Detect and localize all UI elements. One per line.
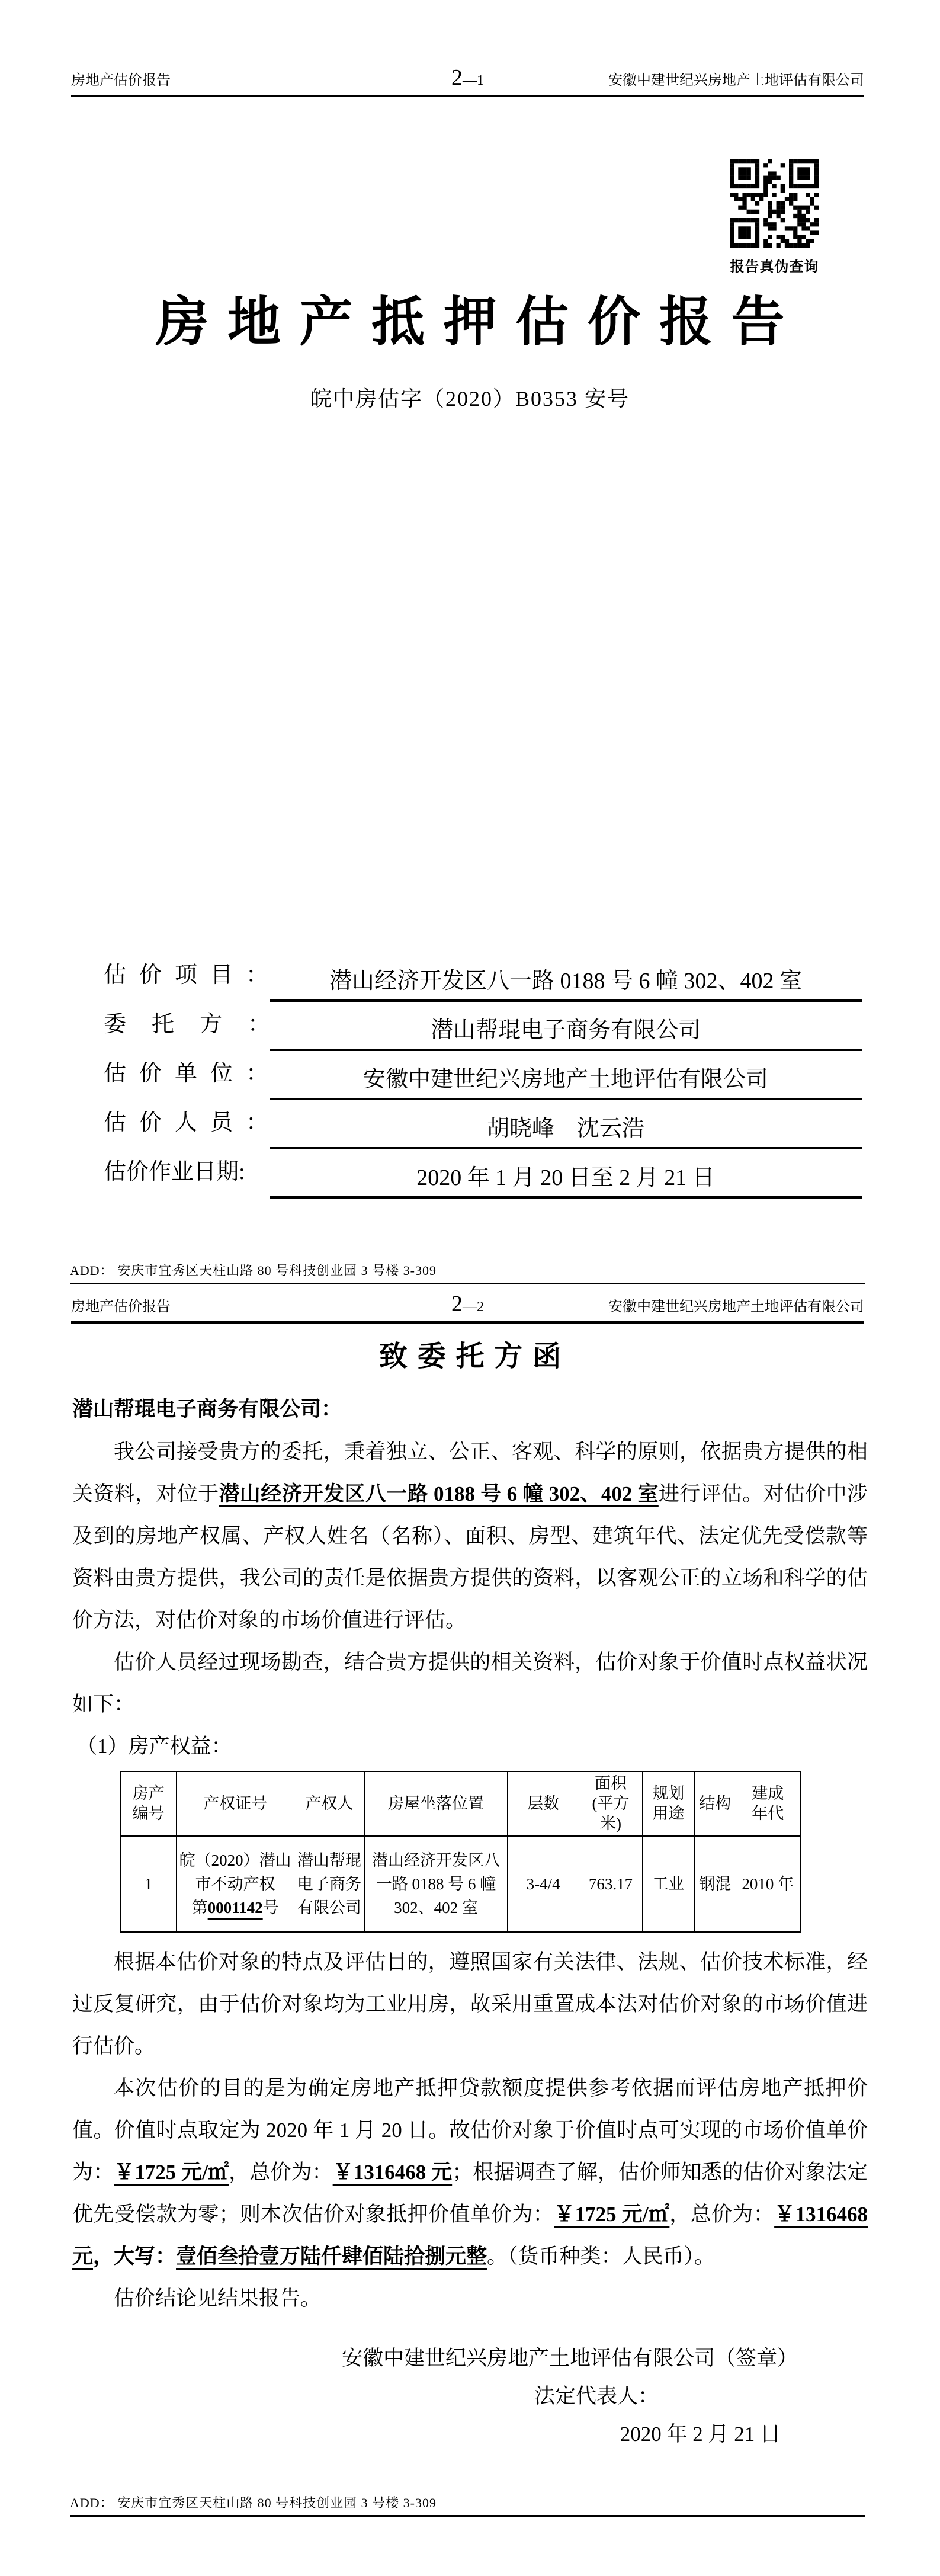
- signature-company: 安徽中建世纪兴房地产土地评估有限公司（签章）: [341, 2347, 798, 2370]
- field-value: 潜山经济开发区八一路 0188 号 6 幢 302、402 室: [270, 946, 862, 1002]
- page2-footer-address: ADD： 安庆市宜秀区天柱山路 80 号科技创业园 3 号楼 3-309: [70, 2493, 865, 2517]
- letter-salutation: 潜山帮琨电子商务有限公司：: [72, 1398, 342, 1421]
- section-label: （1）房产权益：: [76, 1735, 232, 1758]
- table-body: [120, 1836, 800, 1933]
- qr-code: [730, 159, 819, 248]
- signature-date: 2020 年 2 月 21 日: [620, 2423, 781, 2446]
- paragraph: [72, 2067, 868, 2277]
- letter-title: 致委托方函: [378, 1341, 571, 1372]
- field-label: 估价作业日期:: [104, 1159, 245, 1184]
- cover-field-row: [77, 1044, 862, 1093]
- text-run: ￥1316468 元: [72, 2203, 868, 2268]
- letter-closing-paragraphs: [72, 1941, 868, 2319]
- qr-caption: 报告真伪查询: [730, 259, 819, 275]
- property-rights-table: [120, 1771, 801, 1933]
- text-run: ，总价为：: [229, 2161, 333, 2184]
- cover-field-row: [77, 1142, 862, 1191]
- text-run: 本次估价的目的是为确定房地产抵押贷款额度提供参考依据而评估房地产抵押价值。价值时点取定为 2020 年 1 月 20 日。故估价对象于价值时点可实现的市场价值单价为：: [72, 2077, 868, 2184]
- text-run: 我公司接受贵方的委托，秉着独立、公正、客观、科学的原则，依据贵方提供的相关资料，对位于: [72, 1440, 868, 1505]
- table-header-cell: 产权人: [294, 1771, 365, 1836]
- table-cell: 2010 年: [736, 1836, 800, 1933]
- table-header-cell: 房产 编号: [120, 1771, 177, 1836]
- field-label: 委托方：: [104, 1012, 296, 1037]
- table-header-cell: 建成 年代: [736, 1771, 800, 1836]
- paragraph: [72, 1941, 868, 2067]
- text-run: ￥1725 元/㎡: [554, 2203, 670, 2226]
- table-header-cell: 房屋坐落位置: [364, 1771, 507, 1836]
- letter-body-paragraphs: [72, 1431, 868, 1725]
- signature-block: [72, 2340, 868, 2453]
- header-report-type: 房地产估价报告: [71, 1299, 171, 1315]
- table-cell: 钢混: [694, 1836, 736, 1933]
- cover-field-row: [77, 1093, 862, 1142]
- table-cell: [177, 1836, 294, 1933]
- table-header-cell: 层数: [508, 1771, 579, 1836]
- table-cell: 潜山经济开发区八 一路 0188 号 6 幢 302、402 室: [364, 1836, 507, 1933]
- text-run: 估价结论见结果报告。: [114, 2287, 322, 2310]
- field-label: 估价项目：: [104, 963, 282, 988]
- text-run: ￥1725 元/㎡: [114, 2161, 229, 2184]
- letter-to-client: [72, 1333, 868, 2453]
- field-value: 2020 年 1 月 20 日至 2 月 21 日: [270, 1142, 862, 1199]
- text-run: 皖（2020）潜山 市不动产权 第: [179, 1851, 291, 1917]
- header-report-type: 房地产估价报告: [71, 73, 171, 88]
- text-run: 潜山经济开发区八一路 0188 号 6 幢 302、402 室: [219, 1482, 659, 1505]
- report-title: 房地产抵押估价报告: [155, 293, 803, 352]
- text-run: 壹佰叁拾壹万陆仟肆佰陆拾捌元整: [176, 2245, 487, 2268]
- text-run: 进行评估。对估价中涉及到的房地产权属、产权人姓名（名称）、面积、房型、建筑年代、法定优先受偿款等资料由贵方提供，我公司的责任是依据贵方提供的资料，以客观公正的立场和科学的估价方法，对估价对象的市场价值进行评估。: [72, 1482, 868, 1632]
- text-run: ，总价为：: [669, 2203, 775, 2226]
- header-company-name: 安徽中建世纪兴房地产土地评估有限公司: [608, 73, 864, 88]
- table-header-cell: 产权证号: [177, 1771, 294, 1836]
- text-run: 0001142: [207, 1899, 263, 1917]
- field-label: 估价单位：: [104, 1061, 282, 1086]
- table-header: [120, 1771, 800, 1836]
- table-cell: 763.17: [579, 1836, 643, 1933]
- table-header-cell: 面积 (平方 米): [579, 1771, 643, 1836]
- text-run: ，大写：: [93, 2245, 177, 2268]
- text-run: 号: [262, 1899, 279, 1917]
- text-run: ；根据调查了解，估价师知悉的估价对象法定优先受偿款为零；则本次估价对象抵押价值单价为：: [72, 2161, 868, 2226]
- field-value: 安徽中建世纪兴房地产土地评估有限公司: [270, 1044, 862, 1100]
- page1-footer-address: ADD： 安庆市宜秀区天柱山路 80 号科技创业园 3 号楼 3-309: [70, 1261, 865, 1284]
- table-cell: 工业: [642, 1836, 694, 1933]
- page2-header: [71, 1293, 864, 1324]
- page-number: 2—1: [451, 65, 484, 90]
- field-value: 潜山帮琨电子商务有限公司: [270, 995, 862, 1051]
- table-row: [120, 1836, 800, 1933]
- cover-fields: [77, 946, 862, 1191]
- qr-verification-block: [730, 159, 819, 275]
- report-number: 皖中房估字（2020）B0353 安号: [310, 387, 630, 411]
- table-header-cell: 规划 用途: [642, 1771, 694, 1836]
- field-label: 估价人员：: [104, 1110, 282, 1135]
- page1-header: [71, 66, 864, 97]
- cover-field-row: [77, 995, 862, 1044]
- cover-field-row: [77, 946, 862, 995]
- paragraph: [72, 1431, 868, 1641]
- table-cell: 3-4/4: [508, 1836, 579, 1933]
- text-run: 根据本估价对象的特点及评估目的，遵照国家有关法律、法规、估价技术标准，经过反复研究，由于估价对象均为工业用房，故采用重置成本法对估价对象的市场价值进行估价。: [72, 1950, 868, 2058]
- table-cell: 潜山帮琨 电子商务 有限公司: [294, 1836, 365, 1933]
- header-company-name: 安徽中建世纪兴房地产土地评估有限公司: [608, 1299, 864, 1315]
- paragraph: [72, 2277, 868, 2319]
- field-value: 胡晓峰 沈云浩: [270, 1093, 862, 1149]
- text-run: ￥1316468 元: [332, 2161, 453, 2184]
- page-number: 2—2: [451, 1292, 484, 1316]
- table-header-cell: 结构: [694, 1771, 736, 1836]
- text-run: 。（货币种类：人民币）。: [487, 2245, 716, 2268]
- text-run: 估价人员经过现场勘查，结合贵方提供的相关资料，估价对象于价值时点权益状况如下：: [72, 1651, 868, 1716]
- table-cell: 1: [120, 1836, 177, 1933]
- signature-legal-representative: 法定代表人：: [534, 2385, 659, 2408]
- paragraph: [72, 1641, 868, 1725]
